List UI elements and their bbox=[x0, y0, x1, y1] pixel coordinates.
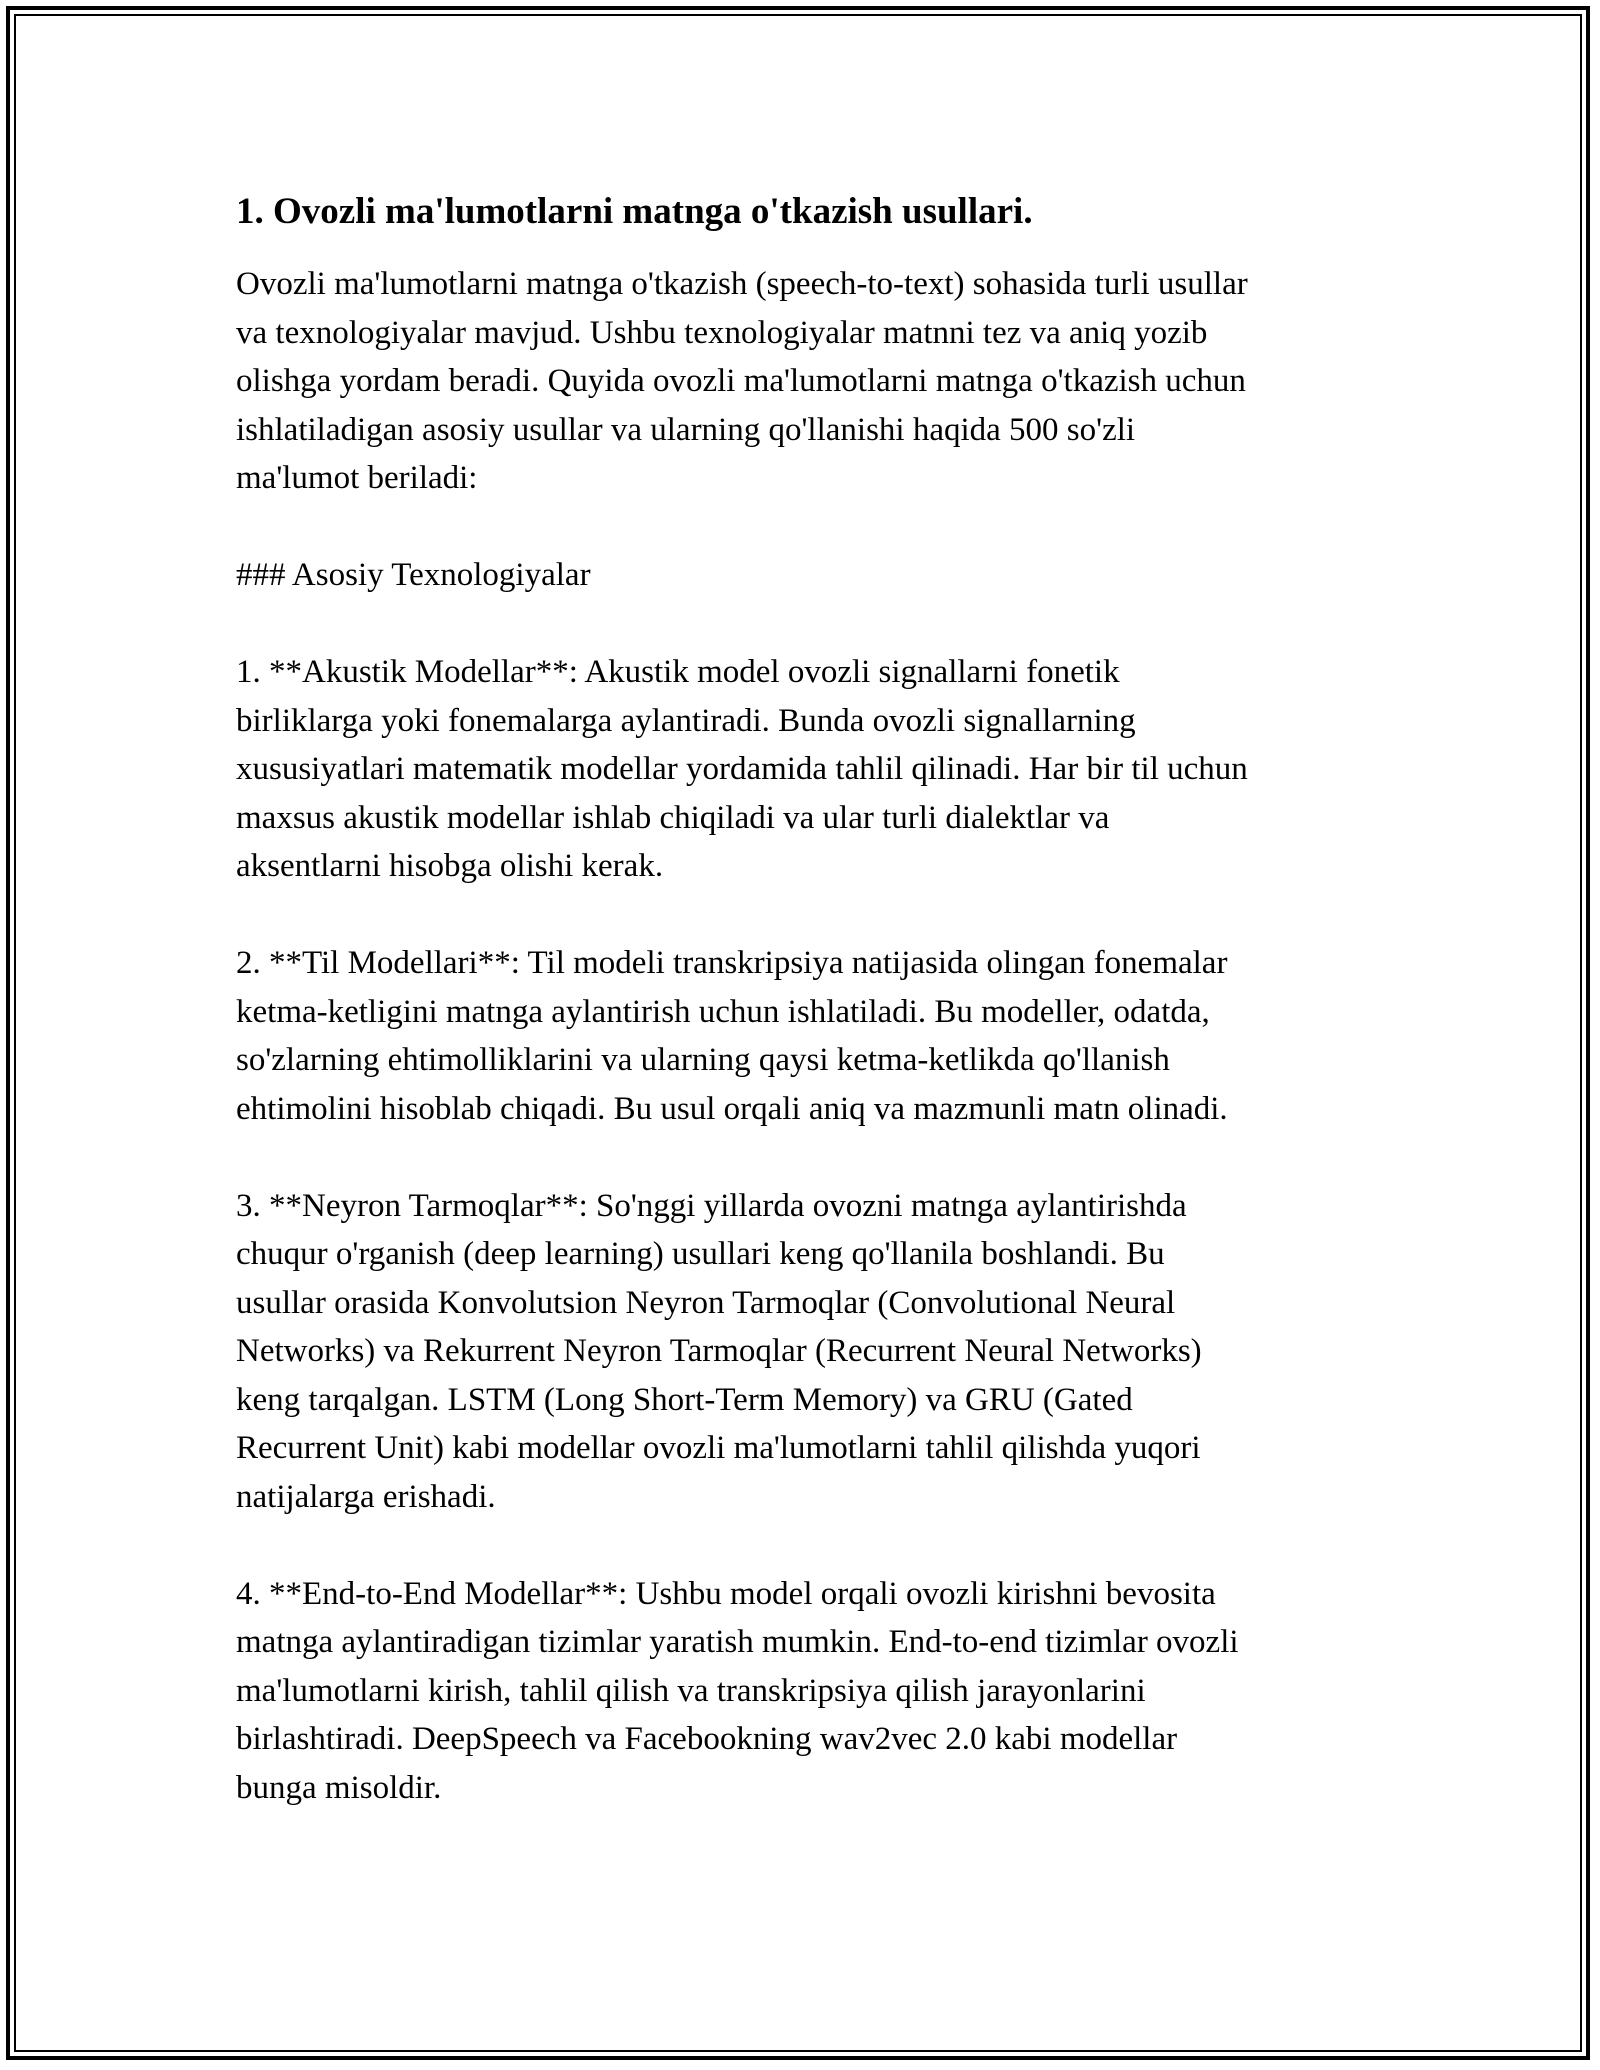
document-body bbox=[236, 190, 1376, 1861]
document-heading: 1. Ovozli ma'lumotlarni matnga o'tkazish usullari. bbox=[236, 191, 1033, 232]
list-item-neural-networks: 3. **Neyron Tarmoqlar**: So'nggi yillarda ovozni matnga aylantirishda chuqur o'rganish (deep learning) usullari keng qo'llanila boshlandi. Bu usullar orasida Konvolutsion Neyron Tarmoqlar (Convolutional Neural Networks) va Rekurrent Neyron Tarmoqlar (Recurrent Neural Networks) keng tarqalgan. LSTM (Long Short-Term Memory) va GRU (Gated Recurrent Unit) kabi modellar ovozli ma'lumotlarni tahlil qilishda yuqori natijalarga erishadi. bbox=[236, 1187, 1202, 1515]
section-subheading: ### Asosiy Texnologiyalar bbox=[236, 557, 591, 593]
list-item-language-models: 2. **Til Modellari**: Til modeli transkripsiya natijasida olingan fonemalar ketma-ketligini matnga aylantirish uchun ishlatiladi. Bu modeller, odatda, so'zlarning ehtimolliklarini va ularning qaysi ketma-ketlikda qo'llanish ehtimolini hisoblab chiqadi. Bu usul orqali aniq va mazmunli matn olinadi. bbox=[236, 945, 1228, 1127]
list-item-end-to-end-models: 4. **End-to-End Modellar**: Ushbu model orqali ovozli kirishni bevosita matnga aylantiradigan tizimlar yaratish mumkin. End-to-end tizimlar ovozli ma'lumotlarni kirish, tahlil qilish va transkripsiya qilish jarayonlarini birlashtiradi. DeepSpeech va Facebookning wav2vec 2.0 kabi modellar bunga misoldir. bbox=[236, 1575, 1239, 1806]
intro-paragraph: Ovozli ma'lumotlarni matnga o'tkazish (speech-to-text) sohasida turli usullar va texnologiyalar mavjud. Ushbu texnologiyalar matnni tez va aniq yozib olishga yordam beradi. Quyida ovozli ma'lumotlarni matnga o'tkazish uchun ishlatiladigan asosiy usullar va ularning qo'llanishi haqida 500 so'zli ma'lumot beriladi: bbox=[236, 266, 1248, 496]
list-item-acoustic-models: 1. **Akustik Modellar**: Akustik model ovozli signallarni fonetik birliklarga yoki fonemalarga aylantiradi. Bunda ovozli signallarning xususiyatlari matematik modellar yordamida tahlil qilinadi. Har bir til uchun maxsus akustik modellar ishlab chiqiladi va ular turli dialektlar va aksentlarni hisobga olishi kerak. bbox=[236, 654, 1248, 884]
